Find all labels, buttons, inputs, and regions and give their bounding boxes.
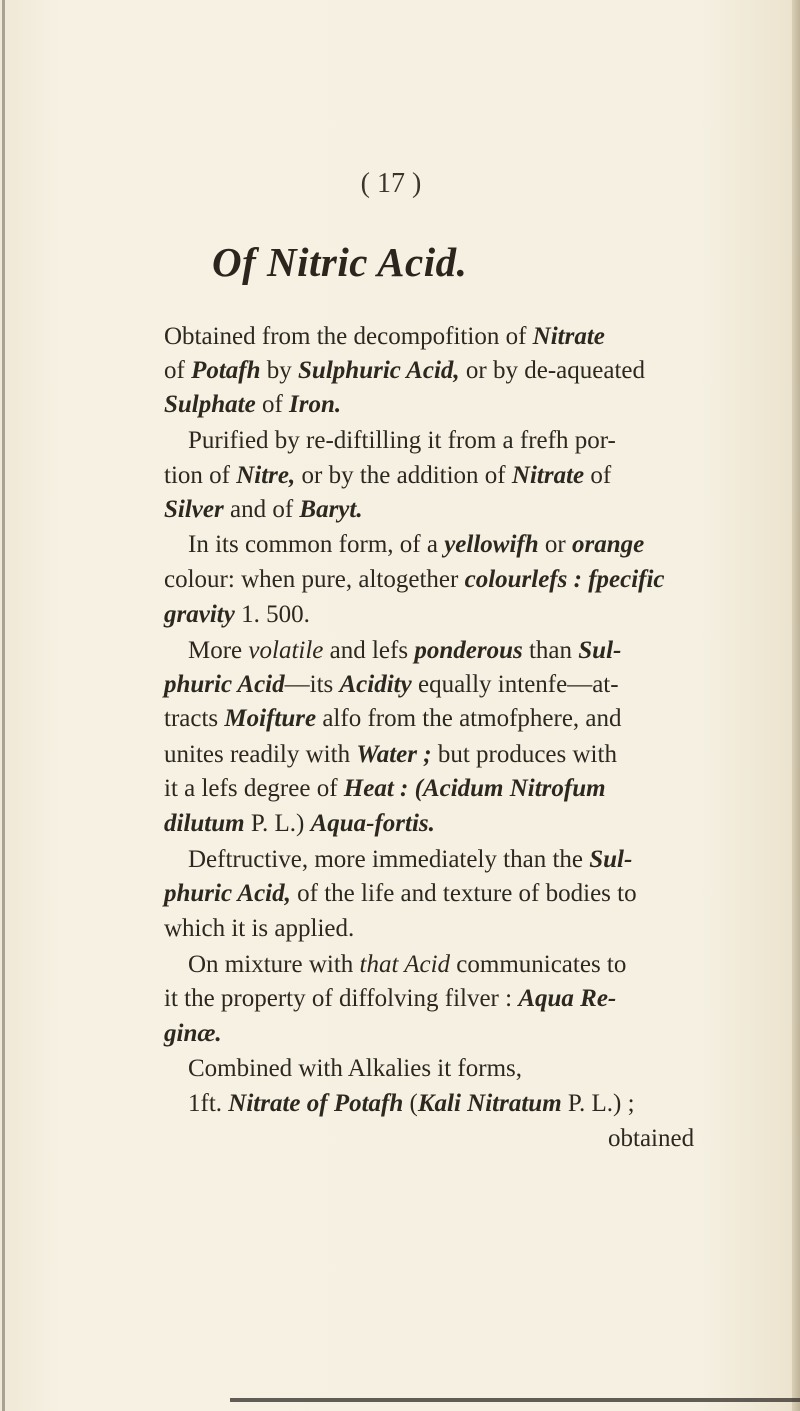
text-run: Obtained from the decompofition of bbox=[164, 323, 533, 350]
text-run: P. L.) ; bbox=[561, 1090, 635, 1117]
text-run-italic: yellowifh bbox=[444, 531, 539, 558]
text-line-4 bbox=[188, 426, 616, 456]
text-run-italic: that Acid bbox=[359, 951, 451, 978]
text-run: and of bbox=[223, 496, 300, 523]
text-run: or by the addition of bbox=[295, 462, 512, 489]
text-run: More bbox=[188, 637, 249, 664]
text-run-italic: Kali Nitratum bbox=[417, 1090, 562, 1117]
text-run: or bbox=[538, 531, 572, 558]
text-run-italic: Sulphate bbox=[164, 391, 256, 418]
text-run: tion of bbox=[164, 462, 237, 489]
text-run-italic: Sulphuric Acid, bbox=[298, 357, 460, 384]
text-run: and lefs bbox=[323, 637, 415, 664]
catchword bbox=[608, 1124, 694, 1154]
text-run: by bbox=[260, 357, 299, 384]
text-run-italic: Acidity bbox=[339, 671, 412, 698]
text-line-2 bbox=[164, 356, 645, 386]
text-line-9 bbox=[164, 600, 310, 630]
text-run-italic: Nitre, bbox=[236, 462, 296, 489]
text-run: colour: when pure, altogether bbox=[164, 566, 465, 593]
text-run: 1. 500. bbox=[234, 601, 310, 628]
text-run-italic: Sul- bbox=[589, 846, 633, 873]
text-line-23 bbox=[188, 1089, 635, 1119]
text-line-17 bbox=[164, 879, 637, 909]
section-title: Of Nitric Acid. bbox=[212, 239, 468, 285]
text-run: Combined with Alkalies it forms, bbox=[188, 1055, 523, 1082]
text-run-italic: Iron. bbox=[289, 391, 342, 418]
text-run-italic: Nitrate bbox=[532, 323, 605, 350]
text-line-21 bbox=[164, 1019, 222, 1049]
text-line-7 bbox=[188, 530, 644, 560]
text-line-11 bbox=[164, 670, 619, 700]
text-run: or by de-aqueated bbox=[459, 357, 645, 384]
text-run: obtained bbox=[608, 1125, 695, 1152]
text-run-italic: volatile bbox=[248, 637, 324, 664]
text-run-italic: dilutum bbox=[164, 810, 245, 837]
text-line-20 bbox=[164, 984, 616, 1014]
text-run-italic: Silver bbox=[164, 496, 224, 523]
text-line-3 bbox=[164, 390, 341, 420]
text-run: In its common form, of a bbox=[188, 531, 445, 558]
text-run-italic: Aqua Re- bbox=[518, 985, 617, 1012]
text-run-italic: Aqua-fortis. bbox=[310, 810, 435, 837]
text-run-italic: phuric Acid bbox=[164, 671, 285, 698]
text-run: tracts bbox=[164, 705, 225, 732]
text-run: communicates to bbox=[450, 951, 627, 978]
text-run: of bbox=[255, 391, 290, 418]
text-run: of the life and texture of bodies to bbox=[290, 880, 637, 907]
text-run-italic: Moifture bbox=[224, 705, 317, 732]
text-run: it the property of diffolving filver : bbox=[164, 985, 519, 1012]
text-run: but produces with bbox=[431, 741, 617, 768]
text-run: which it is applied. bbox=[164, 915, 355, 942]
text-run: On mixture with bbox=[188, 951, 360, 978]
text-run: unites readily with bbox=[164, 741, 357, 768]
text-run: —its bbox=[284, 671, 340, 698]
text-line-14 bbox=[164, 774, 606, 804]
text-run-italic: Nitrate bbox=[511, 462, 585, 489]
text-line-13 bbox=[164, 740, 617, 770]
text-run-italic: Nitrate of Potafh bbox=[228, 1090, 404, 1117]
text-run: ( bbox=[403, 1090, 418, 1117]
text-line-16 bbox=[188, 845, 632, 875]
text-line-10 bbox=[188, 636, 621, 666]
text-run: Deftructive, more immediately than the bbox=[188, 846, 590, 873]
text-run-italic: ponderous bbox=[414, 637, 523, 664]
text-run: of bbox=[164, 357, 192, 384]
text-line-15 bbox=[164, 809, 435, 839]
text-line-5 bbox=[164, 461, 611, 491]
text-line-22 bbox=[188, 1054, 522, 1084]
text-run-italic: Baryt. bbox=[299, 496, 363, 523]
page-number: ( 17 ) bbox=[360, 168, 422, 199]
text-run: Purified by re-diftilling it from a frefh por- bbox=[188, 427, 616, 454]
page-edge-shadow bbox=[792, 0, 800, 1411]
text-line-18 bbox=[164, 914, 354, 944]
binding-edge bbox=[2, 0, 5, 1411]
text-run: P. L.) bbox=[244, 810, 311, 837]
text-run-italic: colourlefs : fpecific bbox=[464, 566, 665, 593]
text-line-12 bbox=[164, 704, 622, 734]
text-run-italic: Potafh bbox=[191, 357, 261, 384]
bottom-page-edge bbox=[230, 1398, 800, 1402]
text-run-italic: Sul- bbox=[578, 637, 622, 664]
text-run-italic: orange bbox=[571, 531, 645, 558]
text-run: 1ft. bbox=[188, 1090, 229, 1117]
text-line-1 bbox=[164, 322, 605, 352]
text-run-italic: Water ; bbox=[356, 741, 432, 768]
text-run-italic: gravity bbox=[164, 601, 235, 628]
text-run-italic: Heat : (Acidum Nitrofum bbox=[343, 775, 606, 802]
text-run: alfo from the atmofphere, and bbox=[316, 705, 622, 732]
text-line-6 bbox=[164, 495, 363, 525]
text-run-italic: ginæ. bbox=[164, 1020, 222, 1047]
text-run: than bbox=[522, 637, 579, 664]
text-line-19 bbox=[188, 950, 626, 980]
text-run: equally intenfe—at- bbox=[411, 671, 619, 698]
text-run: it a lefs degree of bbox=[164, 775, 344, 802]
text-run: of bbox=[584, 462, 612, 489]
text-run-italic: phuric Acid, bbox=[164, 880, 291, 907]
text-line-8 bbox=[164, 565, 665, 595]
